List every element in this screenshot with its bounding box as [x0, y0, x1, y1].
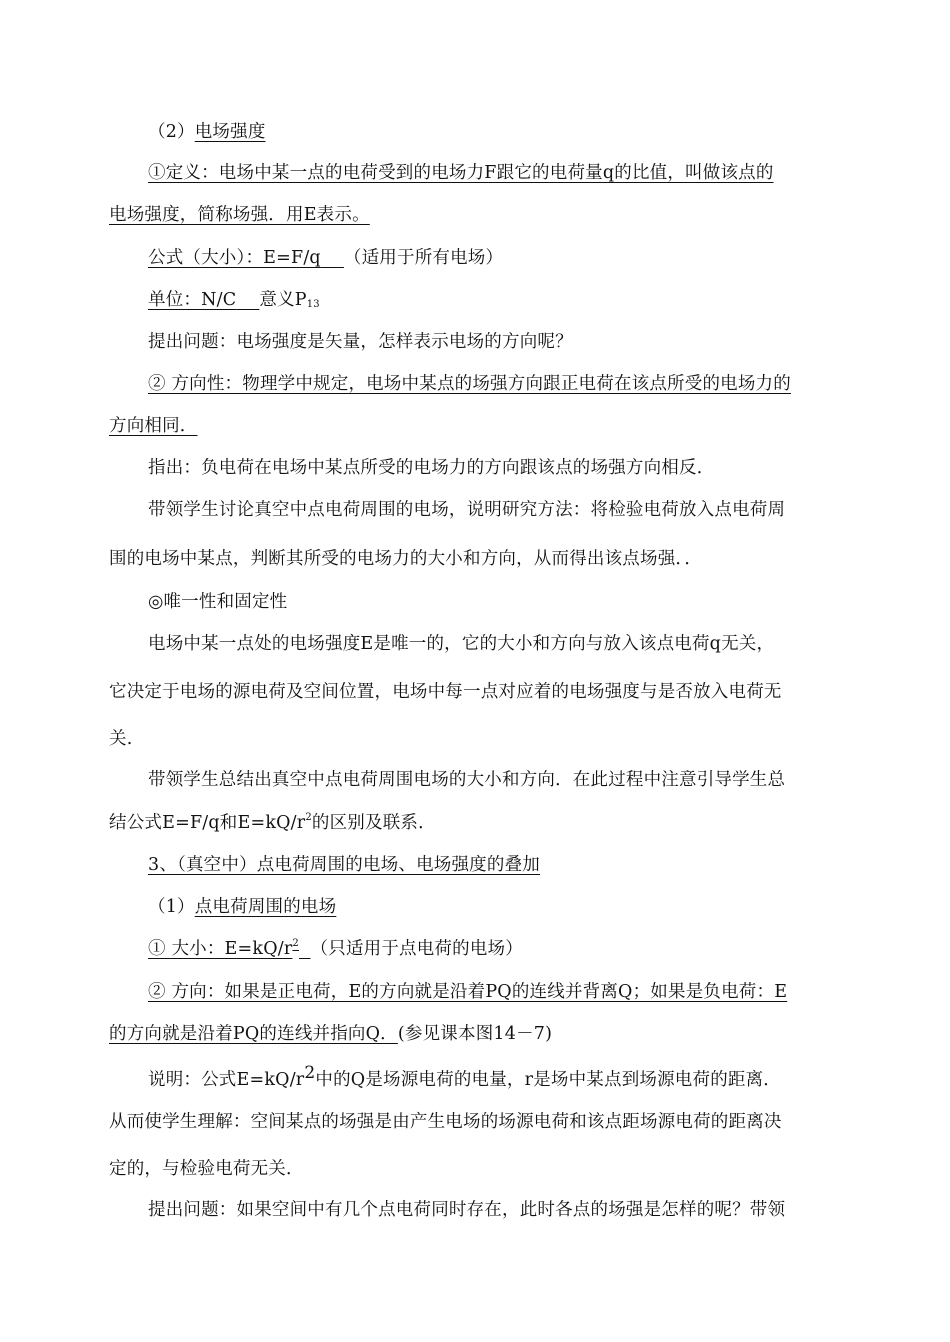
meaning-ref-page: 13: [306, 299, 320, 310]
section-3-heading: 3、（真空中）点电荷周围的电场、电场强度的叠加: [148, 855, 540, 875]
lead-paragraph-1-line-2: 围的电场中某点，判断其所受的电场力的大小和方向，从而得出该点场强．．: [109, 549, 703, 569]
formula-text: 公式（大小）：E=F/q: [148, 248, 321, 268]
direction-2-line-1: ② 方向：如果是正电荷，E的方向就是沿着PQ的连线并背离Q；如果是负电荷：E: [148, 982, 788, 1002]
question-2: 提出问题：如果空间中有几个点电荷同时存在，此时各点的场强是怎样的呢？带领: [148, 1200, 786, 1220]
uniqueness-line-1: 电场中某一点处的电场强度E是唯一的，它的大小和方向与放入该点电荷q无关，: [148, 634, 775, 654]
section-3-subheading: （1）点电荷周围的电场: [148, 897, 337, 917]
definition-line-2: 电场强度，简称场强．用E表示。: [109, 205, 370, 225]
direction-line-2: 方向相同．: [109, 416, 198, 436]
magnitude-formula: ① 大小：E=kQ/r: [148, 939, 293, 959]
section-number: （2）: [148, 122, 195, 142]
magnitude-line: ① 大小：$E=kQ/r^2$ （只适用于点电荷的电场）: [148, 938, 523, 959]
direction-2-line-2: 的方向就是沿着PQ的连线并指向Q．(参见课本图14－7): [109, 1024, 553, 1044]
section-2-heading: [148, 120, 266, 144]
question-1: 提出问题：电场强度是矢量，怎样表示电场的方向呢？: [148, 332, 573, 352]
uniqueness-line-2: 它决定于电场的源电荷及空间位置，电场中每一点对应着的电场强度与是否放入电荷无: [109, 682, 782, 702]
uniqueness-heading: ◎唯一性和固定性: [148, 592, 288, 612]
meaning-ref: 意义P: [259, 290, 307, 310]
explanation-line-3: 定的，与检验电荷无关．: [109, 1159, 304, 1179]
point-out: 指出：负电荷在电场中某点所受的电场力的方向跟该点的场强方向相反．: [148, 458, 715, 478]
textbook-reference: (参见课本图14－7): [397, 1024, 553, 1044]
unit-text: 单位：N/C: [148, 290, 237, 310]
uniqueness-line-3: 关.: [109, 729, 133, 749]
lead-paragraph-1-line-1: 带领学生讨论真空中点电荷周围的电场，说明研究方法：将检验电荷放入点电荷周: [148, 500, 786, 520]
formula-line: [148, 246, 503, 270]
formula-note: （适用于所有电场）: [343, 248, 504, 268]
lead-paragraph-2-line-1: 带领学生总结出真空中点电荷周围电场的大小和方向．在此过程中注意引导学生总: [148, 770, 786, 790]
direction-line-1: ② 方向性：物理学中规定，电场中某点的场强方向跟正电荷在该点所受的电场力的: [148, 374, 791, 394]
magnitude-note: （只适用于点电荷的电场）: [310, 939, 523, 959]
lead-paragraph-2-line-2: 结公式E=F/q和$E=kQ/r^2$的区别及联系．: [109, 812, 436, 833]
explanation-line-1: 说明：公式$E=kQ/r^2$中的Q是场源电荷的电量，r是场中某点到场源电荷的距离．: [148, 1063, 782, 1090]
explanation-line-2: 从而使学生理解：空间某点的场强是由产生电场的场源电荷和该点距场源电荷的距离决: [109, 1112, 782, 1132]
section-title: 电场强度: [194, 122, 266, 142]
unit-line: [148, 288, 320, 317]
definition-line-1: ①定义：电场中某一点的电荷受到的电场力F跟它的电荷量q的比值，叫做该点的: [148, 163, 774, 183]
